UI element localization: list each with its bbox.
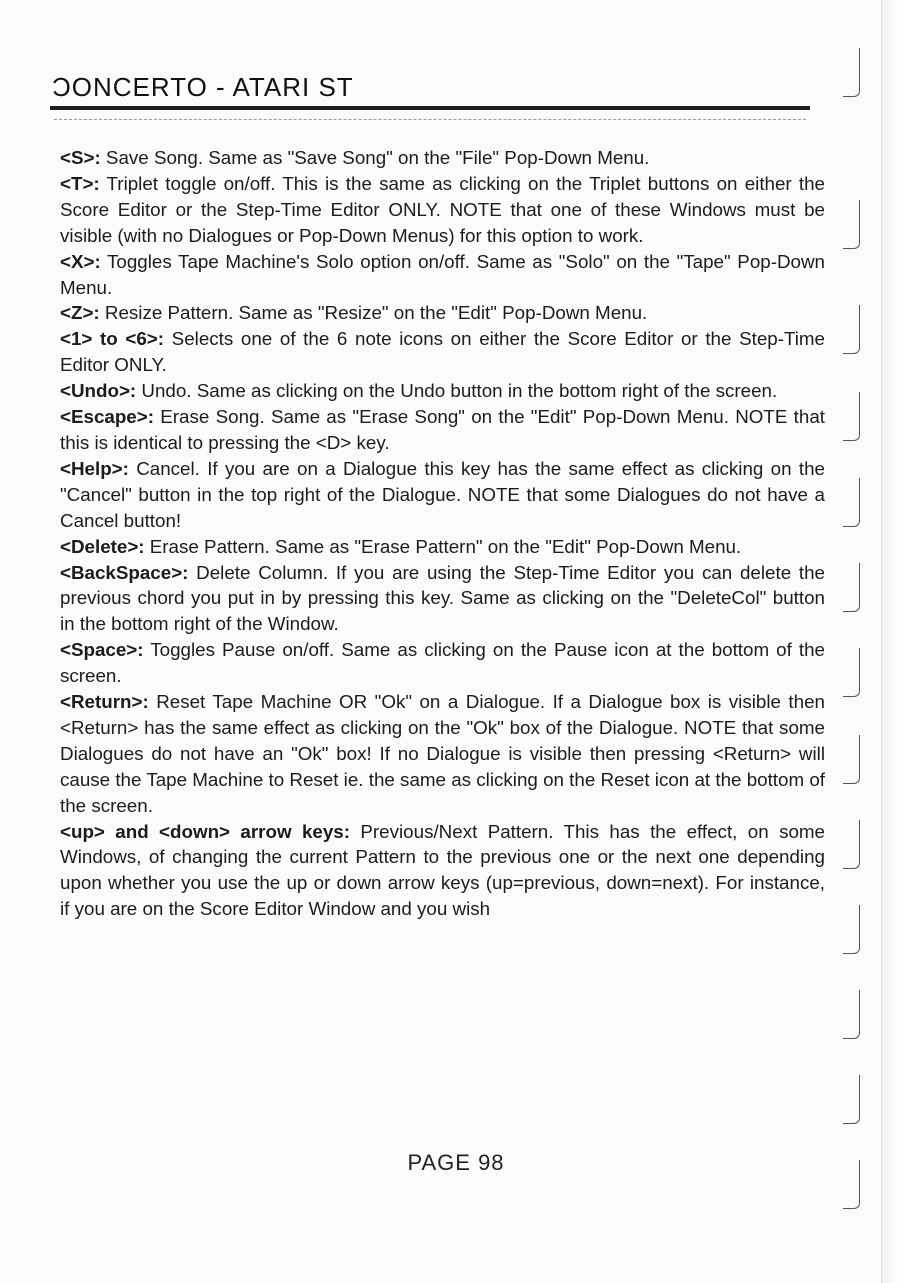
page-number: PAGE 98	[407, 1150, 505, 1175]
shortcut-key: <Help>:	[60, 457, 129, 479]
shortcut-description: Toggles Tape Machine's Solo option on/off. Same as "Solo" on the "Tape" Pop-Down Menu.	[60, 250, 825, 298]
binder-mark	[843, 200, 860, 249]
binder-mark	[843, 735, 860, 784]
shortcut-entry	[60, 326, 825, 378]
shortcut-entry	[60, 534, 825, 560]
shortcut-entry	[60, 171, 825, 249]
shortcut-key: <Escape>:	[60, 406, 154, 428]
header-rule	[50, 106, 810, 110]
binder-mark	[843, 305, 860, 354]
shortcut-entry	[60, 378, 825, 404]
shortcut-entry	[60, 300, 825, 326]
shortcut-key: <BackSpace>:	[60, 561, 189, 583]
binder-mark	[843, 563, 860, 612]
shortcut-key: <T>:	[60, 172, 100, 194]
shortcut-description: Erase Song. Same as "Erase Song" on the "Edit" Pop-Down Menu. NOTE that this is identical to pressing the <D> key.	[60, 406, 825, 453]
keyboard-shortcut-list	[60, 145, 825, 922]
binder-mark	[843, 905, 860, 954]
shortcut-entry	[60, 249, 825, 301]
shortcut-description: Cancel. If you are on a Dialogue this key has the same effect as clicking on the "Cancel" button in the top right of the Dialogue. NOTE that some Dialogues do not have a Cancel button!	[60, 457, 825, 531]
shortcut-key: <Undo>:	[60, 380, 137, 402]
shortcut-description: Erase Pattern. Same as "Erase Pattern" on the "Edit" Pop-Down Menu.	[144, 535, 742, 557]
shortcut-entry	[60, 456, 825, 534]
shortcut-key: <Space>:	[60, 639, 144, 661]
shortcut-description: Reset Tape Machine OR "Ok" on a Dialogue. If a Dialogue box is visible then <Return> has the same effect as clicking on the "Ok" box of the Dialogue. NOTE that some Dialogues do not have an "Ok" box! If no Dialogue is visible then pressing <Return> will cause the Tape Machine to Reset ie. the same as clicking on the Reset icon at the bottom of the screen.	[60, 691, 825, 816]
shortcut-entry	[60, 637, 825, 689]
shortcut-description: Delete Column. If you are using the Step-Time Editor you can delete the previous chord you put in by pressing this key. Same as clicking on the "DeleteCol" button in the bottom right of the Window.	[60, 561, 825, 635]
shortcut-key: <Z>:	[60, 302, 100, 324]
shortcut-entry	[60, 560, 825, 638]
binder-mark	[843, 990, 860, 1039]
shortcut-key: <up> and <down> arrow keys:	[60, 820, 350, 842]
page-header: ϽONCERTO - ATARI ST	[52, 72, 354, 102]
binder-mark	[843, 392, 860, 441]
shortcut-description: Toggles Pause on/off. Same as clicking on the Pause icon at the bottom of the screen.	[60, 639, 825, 687]
shortcut-key: <Return>:	[60, 691, 149, 713]
shortcut-description: Undo. Same as clicking on the Undo button in the bottom right of the screen.	[136, 380, 778, 402]
binder-mark	[843, 648, 860, 697]
shortcut-key: <S>:	[60, 147, 101, 168]
binder-mark	[843, 820, 860, 869]
shortcut-description: Save Song. Same as "Save Song" on the "File" Pop-Down Menu.	[100, 147, 650, 168]
binder-mark	[843, 48, 860, 97]
shortcut-entry	[60, 819, 825, 923]
binder-mark	[843, 1075, 860, 1124]
shortcut-key: <1> to <6>:	[60, 328, 165, 350]
shortcut-entry	[60, 404, 825, 456]
shortcut-description: Previous/Next Pattern. This has the effect, on some Windows, of changing the current Pattern to the previous one or the next one depending upon whether you use the up or down arrow keys (up=previous, down=next). For instance, if you are on the Score Editor Window and you wish	[60, 820, 825, 920]
binder-mark	[843, 478, 860, 527]
shortcut-description: Selects one of the 6 note icons on either the Score Editor or the Step-Time Editor ONLY.	[60, 328, 825, 376]
shortcut-description: Resize Pattern. Same as "Resize" on the "Edit" Pop-Down Menu.	[99, 302, 648, 324]
page-edge	[881, 0, 900, 1283]
shortcut-key: <Delete>:	[60, 535, 145, 557]
header-rule-dashed	[54, 119, 806, 120]
shortcut-description: Triplet toggle on/off. This is the same as clicking on the Triplet buttons on either the Score Editor or the Step-Time Editor ONLY. NOTE that one of these Windows must be visible (with no Dialogues or Pop-Down Menus) for this option to work.	[60, 172, 825, 246]
shortcut-entry	[60, 145, 825, 171]
shortcut-entry	[60, 689, 825, 819]
shortcut-key: <X>:	[60, 250, 101, 272]
